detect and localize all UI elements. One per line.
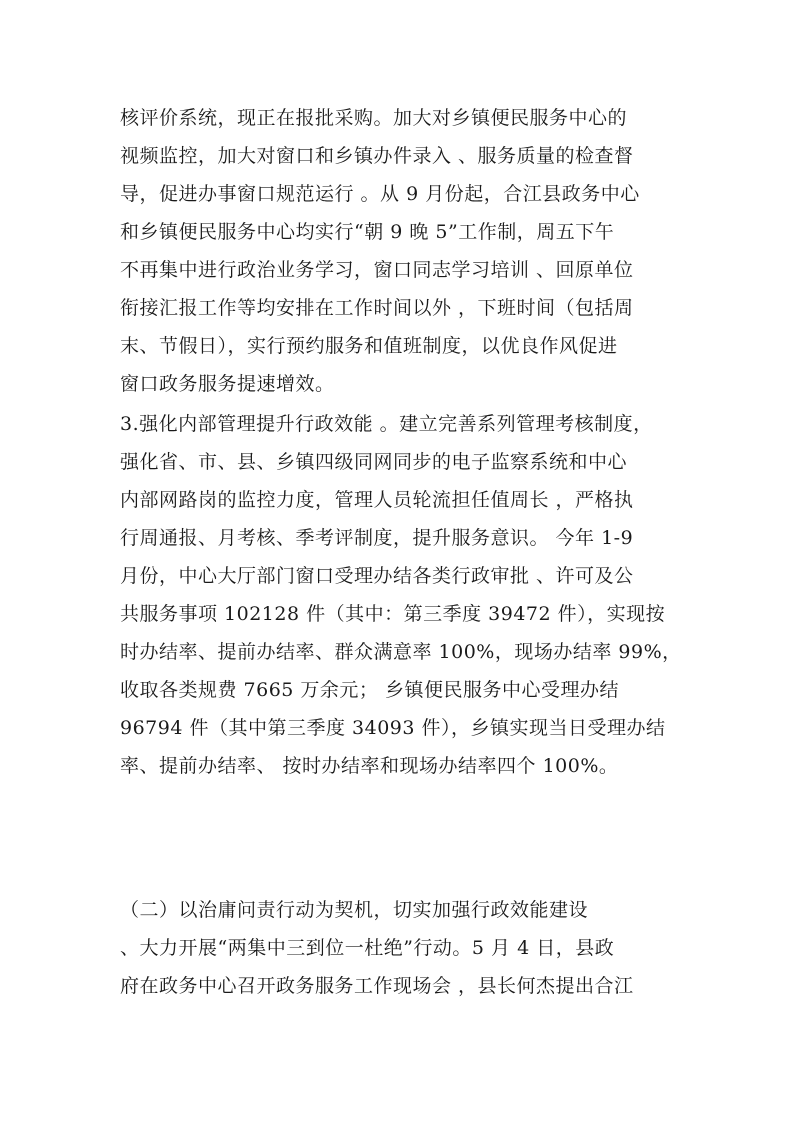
paragraph-2-line-1: 3.强化内部管理提升行政效能 。建立完善系列管理考核制度，	[120, 413, 653, 435]
paragraph-3-line-3: 府在政务中心召开政务服务工作现场会 ，县长何杰提出合江	[120, 975, 634, 997]
paragraph-1-line-3: 导，促进办事窗口规范运行 。从 9 月份起，合江县政务中心	[120, 183, 640, 205]
paragraph-1-line-5: 不再集中进行政治业务学习，窗口同志学习培训 、回原单位	[120, 259, 634, 281]
paragraph-2-line-2: 强化省、市、县、乡镇四级同网同步的电子监察系统和中心	[120, 451, 628, 473]
paragraph-1-line-7: 末、节假日），实行预约服务和值班制度，以优良作风促进	[120, 335, 618, 357]
paragraph-2-line-6: 共服务事项 102128 件（其中：第三季度 39472 件），实现按	[120, 603, 666, 625]
paragraph-2-line-9: 96794 件（其中第三季度 34093 件），乡镇实现当日受理办结	[120, 717, 666, 739]
paragraph-1-line-1: 核评价系统，现正在报批采购。加大对乡镇便民服务中心的	[120, 107, 628, 129]
paragraph-1-line-2: 视频监控，加大对窗口和乡镇办件录入 、服务质量的检查督	[120, 145, 634, 167]
paragraph-1-line-8: 窗口政务服务提速增效。	[120, 373, 335, 395]
paragraph-3-line-2: 、大力开展“两集中三到位一杜绝”行动。5 月 4 日，县政	[120, 937, 615, 959]
paragraph-2-line-10: 率、提前办结率、 按时办结率和现场办结率四个 100%。	[120, 755, 619, 777]
paragraph-2-line-3: 内部网路岗的监控力度，管理人员轮流担任值周长 ，严格执	[120, 489, 634, 511]
paragraph-3-line-1: （二）以治庸问责行动为契机，切实加强行政效能建设	[120, 899, 589, 921]
paragraph-2-line-5: 月份，中心大厅部门窗口受理办结各类行政审批 、许可及公	[120, 565, 634, 587]
paragraph-2-line-4: 行周通报、月考核、季考评制度，提升服务意识。 今年 1-9	[120, 527, 634, 549]
paragraph-1-line-6: 衔接汇报工作等均安排在工作时间以外 ，下班时间（包括周	[120, 297, 634, 319]
paragraph-2-line-8: 收取各类规费 7665 万余元； 乡镇便民服务中心受理办结	[120, 679, 619, 701]
paragraph-2-line-7: 时办结率、提前办结率、群众满意率 100%，现场办结率 99%，	[120, 641, 682, 663]
paragraph-1-line-4: 和乡镇便民服务中心均实行“朝 9 晚 5”工作制，周五下午	[120, 221, 615, 243]
